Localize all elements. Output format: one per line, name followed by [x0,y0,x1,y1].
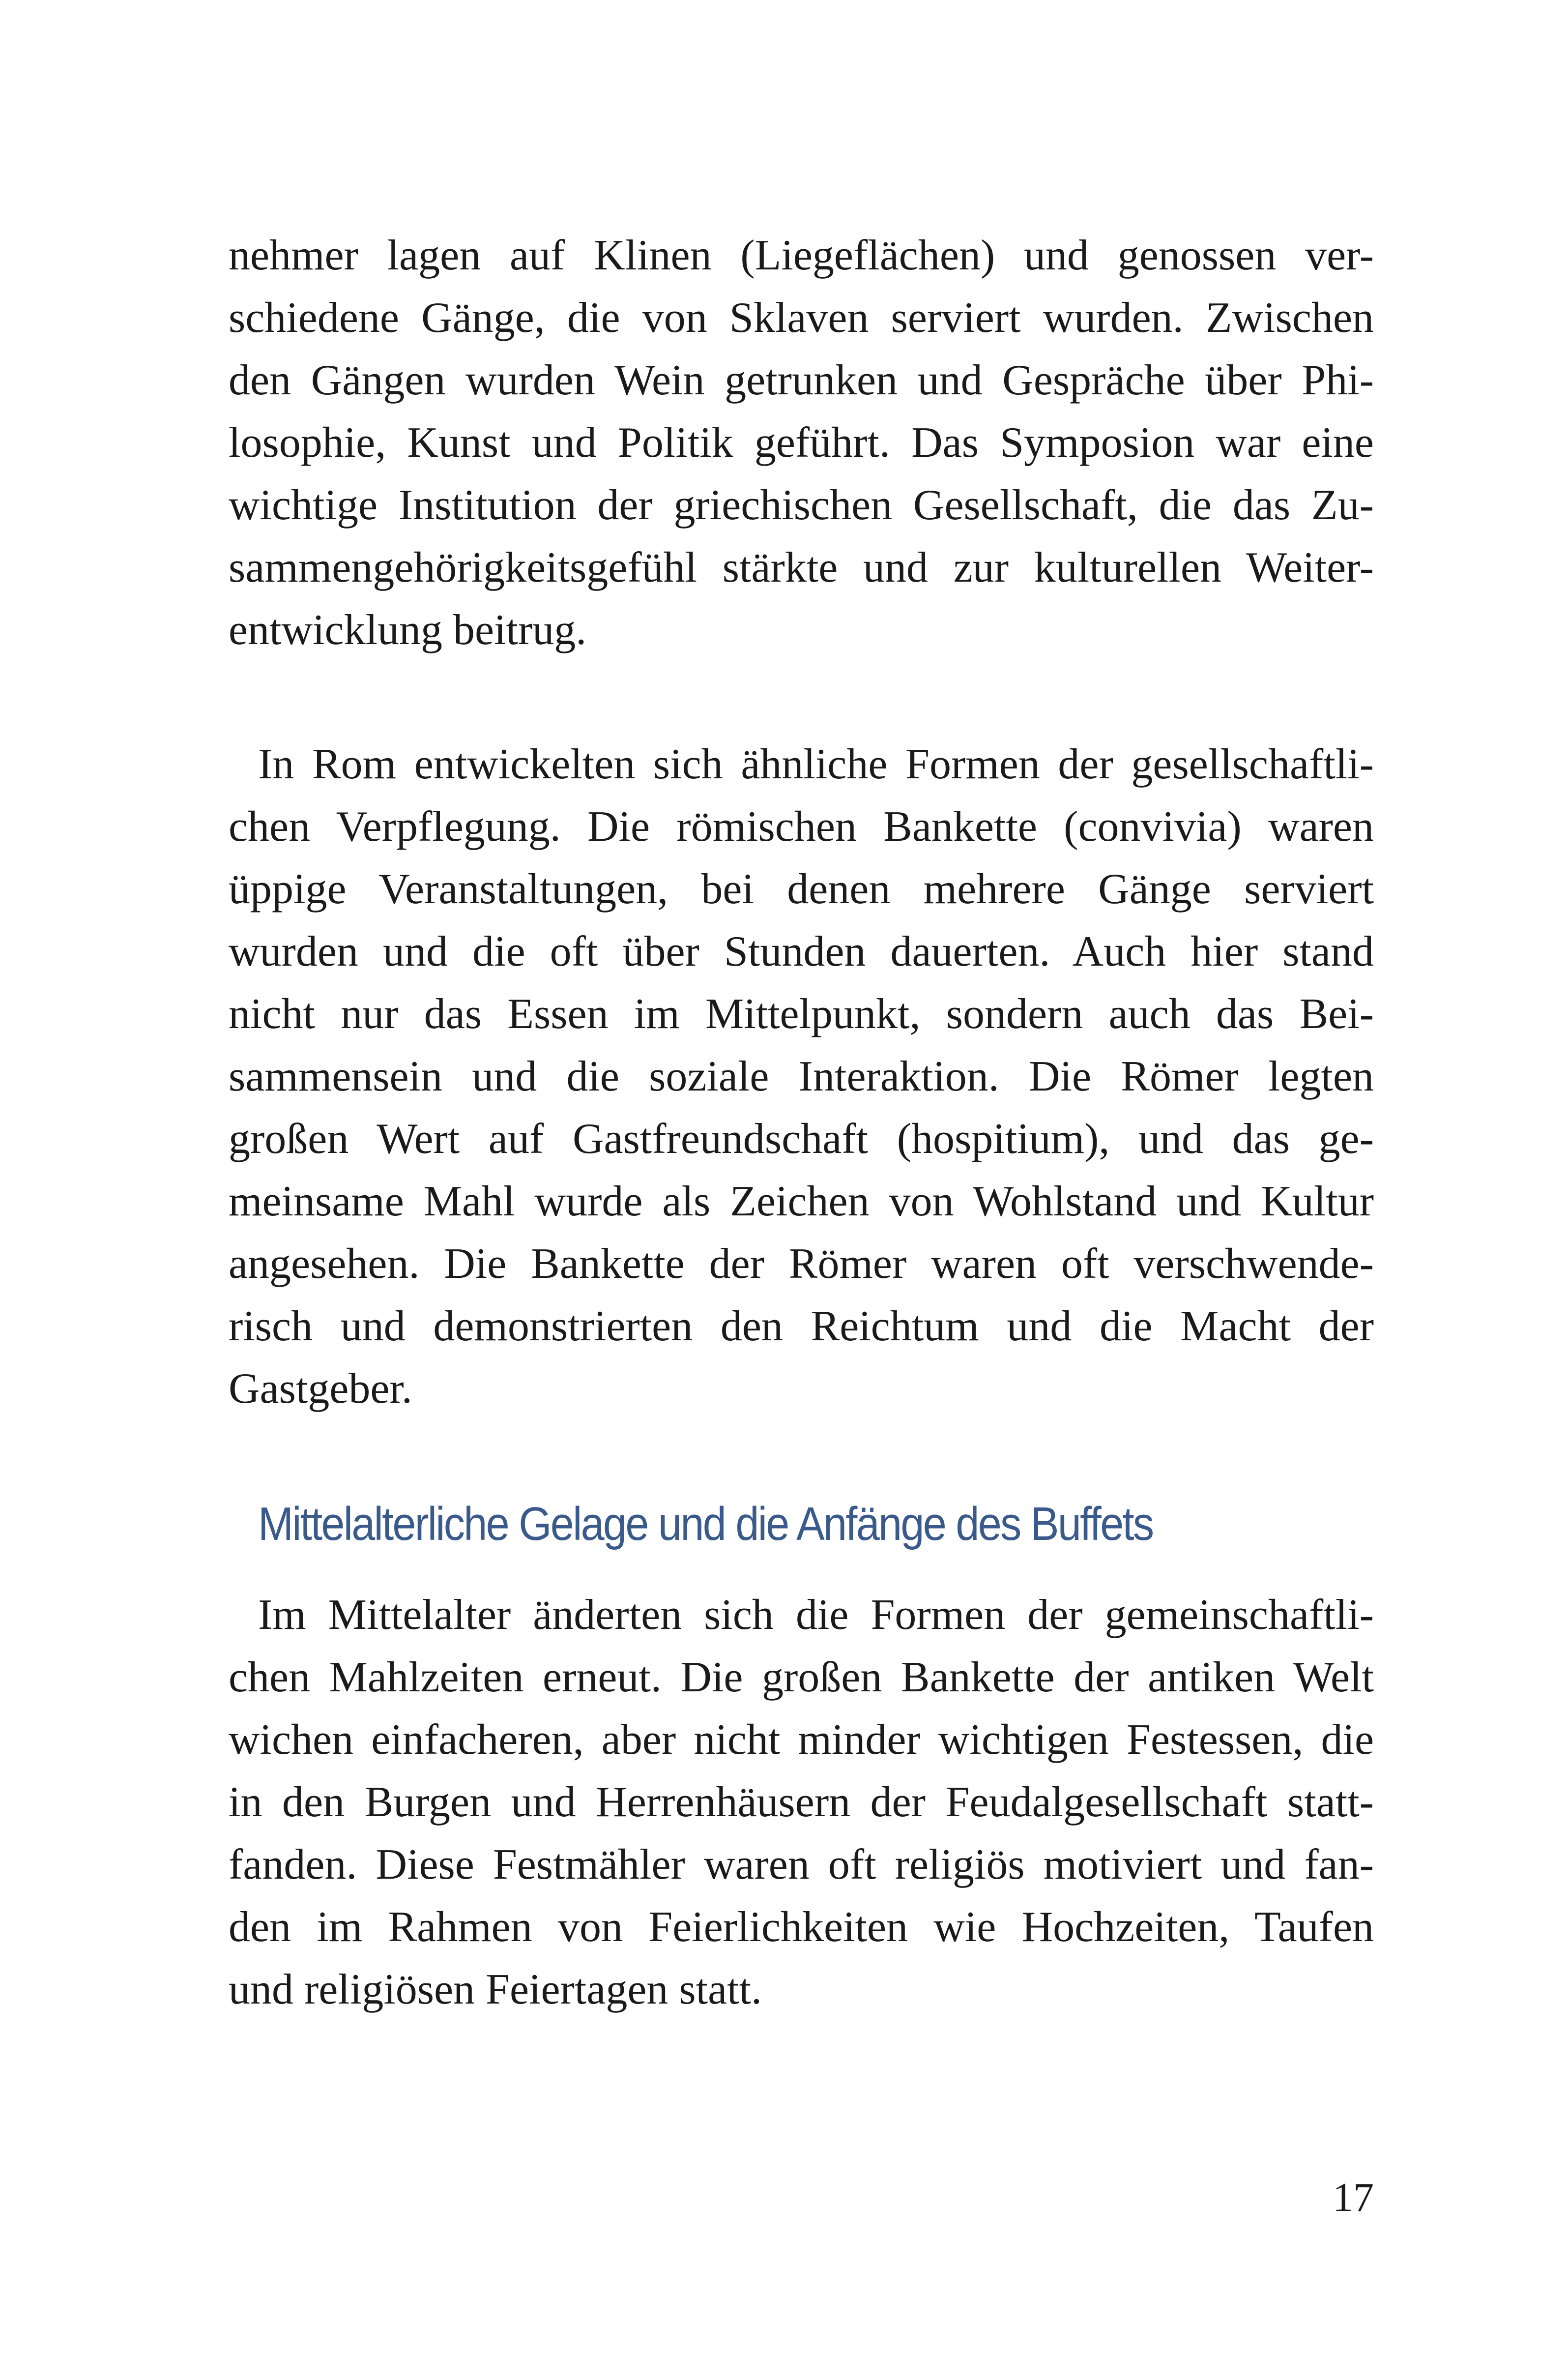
page-number: 17 [1333,2175,1374,2220]
paragraph-line: chen Mahlzeiten erneut. Die großen Bankette der antiken Welt [229,1653,1374,1701]
paragraph-line: nicht nur das Essen im Mittelpunkt, sondern auch das Bei- [229,990,1374,1038]
paragraph-line: nehmer lagen auf Klinen (Liegeflächen) und genossen ver- [229,232,1374,279]
paragraph-line: chen Verpflegung. Die römischen Bankette (convivia) waren [229,803,1374,851]
paragraph-line: In Rom entwickelten sich ähnliche Formen der gesellschaftli- [258,740,1374,788]
paragraph-line: wichen einfacheren, aber nicht minder wichtigen Festessen, die [229,1716,1374,1764]
paragraph-line: sammensein und die soziale Interaktion. Die Römer legten [229,1053,1374,1100]
paragraph-line: wurden und die oft über Stunden dauerten. Auch hier stand [229,928,1374,975]
paragraph-line: den im Rahmen von Feierlichkeiten wie Hochzeiten, Taufen [229,1903,1374,1951]
paragraph-line: meinsame Mahl wurde als Zeichen von Wohlstand und Kultur [229,1178,1374,1225]
paragraph-line: angesehen. Die Bankette der Römer waren oft verschwende- [229,1240,1374,1288]
paragraph-line: üppige Veranstaltungen, bei denen mehrere Gänge serviert [229,865,1374,913]
paragraph-line: fanden. Diese Festmähler waren oft religiös motiviert und fan- [229,1841,1374,1888]
paragraph-line: Gastgeber. [229,1365,412,1413]
paragraph-line: losophie, Kunst und Politik geführt. Das Symposion war eine [229,419,1374,467]
paragraph-line: in den Burgen und Herrenhäusern der Feudalgesellschaft statt- [229,1778,1374,1826]
paragraph-line: großen Wert auf Gastfreundschaft (hospitium), und das ge- [229,1115,1374,1163]
paragraph-line: schiedene Gänge, die von Sklaven serviert wurden. Zwischen [229,294,1374,342]
paragraph-line: risch und demonstrierten den Reichtum und die Macht der [229,1302,1374,1350]
paragraph-line: wichtige Institution der griechischen Gesellschaft, die das Zu- [229,481,1374,529]
paragraph-line: entwicklung beitrug. [229,606,587,654]
paragraph-line: den Gängen wurden Wein getrunken und Gespräche über Phi- [229,356,1374,404]
paragraph-line: Im Mittelalter änderten sich die Formen der gemeinschaftli- [258,1591,1374,1639]
paragraph-line: sammengehörigkeitsgefühl stärkte und zur kulturellen Weiter- [229,544,1374,591]
section-heading: Mittelalterliche Gelage und die Anfänge des Buffets [258,1498,1153,1550]
paragraph-line: und religiösen Feiertagen statt. [229,1966,762,2013]
